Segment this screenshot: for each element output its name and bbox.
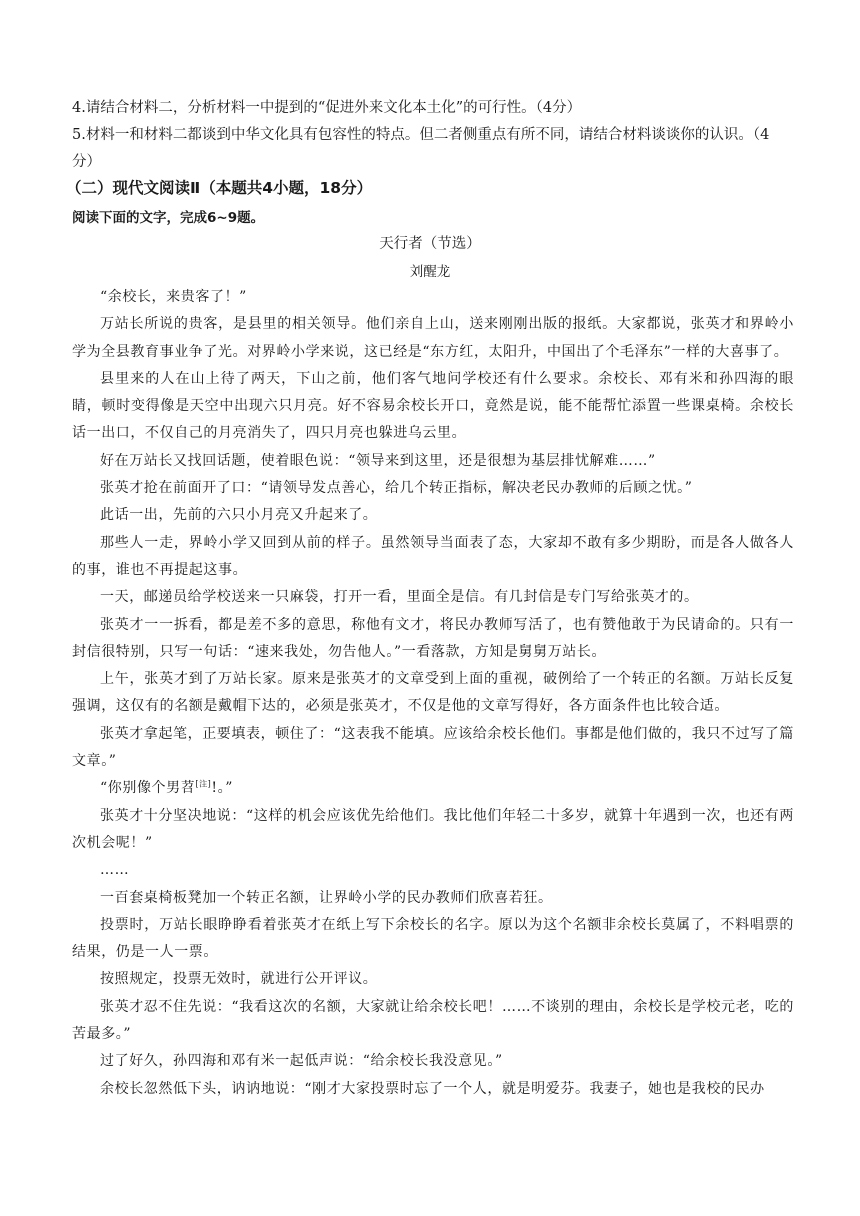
article-paragraph: 张英才忍不住先说：“我看这次的名额，大家就让给余校长吧！……不谈别的理由，余校长是学校元老，吃的苦最多。” — [72, 998, 794, 1043]
question-5: 5.材料一和材料二都谈到中华文化具有包容性的特点。但二者侧重点有所不同，请结合材料谈谈你的认识。（4 — [72, 127, 770, 143]
article-paragraph: 那些人一走，界岭小学又回到从前的样子。虽然领导当面表了态，大家却不敢有多少期盼，而是各人做各人的事，谁也不再提起这事。 — [72, 534, 794, 578]
article-paragraph: 张英才拿起笔，正要填表，顿住了：“这表我不能填。应该给余校长他们。事都是他们做的，我只不过写了篇文章。” — [72, 725, 794, 770]
article-author: 刘醒龙 — [409, 264, 451, 280]
article-paragraph-with-note — [72, 775, 794, 802]
article-paragraph: 按照规定，投票无效时，就进行公开评议。 — [100, 971, 378, 988]
article-title: 天行者（节选） — [379, 236, 481, 252]
article-paragraph: 上午，张英才到了万站长家。原来是张英才的文章受到上面的重视，破例给了一个转正的名额。万站长反复强调，这仅有的名额是戴帽下达的，必须是张英才，不仅是他的文章写得好，各方面条件也比较合适。 — [72, 671, 794, 715]
article-paragraph: 余校长忽然低下头，讷讷地说：“刚才大家投票时忘了一个人，就是明爱芬。我妻子，她也是我校的民办 — [100, 1080, 765, 1097]
reading-instruction: 阅读下面的文字，完成6~9题。 — [72, 210, 265, 226]
question-4: 4.请结合材料二，分析材料一中提到的“促进外来文化本土化”的可行性。（4分） — [72, 100, 582, 116]
footnote-marker: [注] — [195, 779, 212, 789]
article-paragraph: 过了好久，孙四海和邓有米一起低声说：“给余校长我没意见。” — [100, 1053, 503, 1070]
note-paragraph-tail: !。” — [211, 780, 233, 797]
article-paragraph: 投票时，万站长眼睁睁看着张英才在纸上写下余校长的名字。原以为这个名额非余校长莫属了，不料唱票的结果，仍是一人一票。 — [72, 916, 794, 961]
article-paragraph: 好在万站长又找回话题，使着眼色说：“领导来到这里，还是很想为基层排忧解难……” — [100, 452, 656, 469]
article-paragraph: 此话一出，先前的六只小月亮又升起来了。 — [100, 507, 378, 524]
article-paragraph: “余校长，来贵客了！” — [100, 289, 247, 305]
note-paragraph-text: “你别像个男苕 — [100, 780, 196, 797]
omission-ellipsis: …… — [100, 862, 130, 879]
article-body — [72, 284, 794, 1103]
article-paragraph: 张英才十分坚决地说：“这样的机会应该优先给他们。我比他们年轻二十多岁，就算十年遇到一次，也还有两次机会呢！” — [72, 807, 794, 851]
article-paragraph: 张英才一一拆看，都是差不多的意思，称他有文才，将民办教师写活了，也有赞他敢于为民请命的。只有一封信很特别，只写一句话：“速来我处，勿告他人。”一看落款，方知是舅舅万站长。 — [72, 616, 794, 660]
section-title: （二）现代文阅读Ⅱ（本题共4小题，18分） — [66, 179, 373, 197]
article-paragraph: 一天，邮递员给学校送来一只麻袋，打开一看，里面全是信。有几封信是专门写给张英才的。 — [100, 589, 699, 606]
article-paragraph: 县里来的人在山上待了两天，下山之前，他们客气地问学校还有什么要求。余校长、邓有米和孙四海的眼睛，顿时变得像是天空中出现六只月亮。好不容易余校长开口，竟然是说，能不能帮忙添置一些课桌椅。余校长话一出口，不仅自己的月亮消失了，四只月亮也躲进乌云里。 — [72, 370, 794, 442]
article-paragraph: 万站长所说的贵客，是县里的相关领导。他们亲自上山，送来刚刚出版的报纸。大家都说，张英才和界岭小学为全县教育事业争了光。对界岭小学来说，这已经是“东方红，太阳升，中国出了个毛泽东”一样的大喜事了。 — [72, 316, 794, 360]
article-paragraph: 张英才抢在前面开了口：“请领导发点善心，给几个转正指标，解决老民办教师的后顾之忧。” — [100, 480, 693, 497]
article-paragraph: 一百套桌椅板凳加一个转正名额，让界岭小学的民办教师们欣喜若狂。 — [100, 889, 553, 906]
question-5-continued: 分） — [72, 154, 101, 170]
